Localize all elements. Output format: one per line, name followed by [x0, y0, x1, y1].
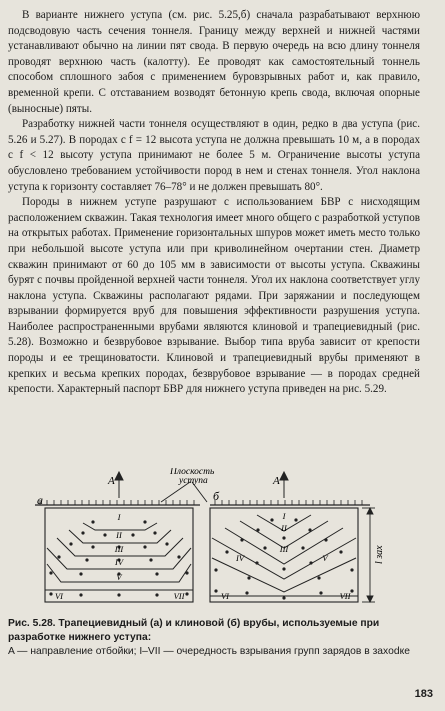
numeral-a-3: III [114, 544, 124, 554]
paragraph-1: В варианте нижнего уступа (см. рис. 5.25,б) сначала разрабатывают верхнюю подсводовую часть сечения тоннеля. Границу между верхней и нижней частями устанавливают обычно на линии пят свода. В первую очередь на всю длину тоннеля проводят верхнюю часть (калотту). Ее проводят как самостоятельный тоннель способом сплошного забоя с применением буровзрывных работ и, как правило, временной крепи. С отставанием возводят бетонную крепь свода, включая опорные (выносные) пяты. [8, 9, 420, 115]
paragraph-3: Породы в нижнем уступе разрушают с использованием БВР с нисходящим расположением скважин. Такая технология имеет много общего с разработкой уступов на открытых работах. Применение горизонтальных шпуров может иметь место только при небольшой высоте уступа или при криволинейном очертании стен. Диаметр скважин принимают от 60 до 105 мм в зависимости от высоты уступа. Скважины бурят с почвы пройденной верхней части тоннеля. Угол их наклона соответствует углу наклона уступа. Скважины располагают рядами. При заряжании и последующем взрывании формируется вруб для повышения эффективности разрушения уступа. Наиболее распространенными врубами являются клиновой и трапециевидный (рис. 5.28). Возможно и безврубовое взрывание. Выбор типа вруба зависит от крепости породы и ее трещиноватости. Клиновой и трапециевидный врубы применяют в крепких и весьма крепких породах, безврубовое взрывание — в породах средней крепости. Характерный паспорт БВР для нижнего уступа приведен на рис. 5.29. [8, 196, 420, 396]
numeral-b-1: I [282, 511, 286, 521]
block-a-outline [45, 508, 193, 602]
numeral-a-6: VI [54, 591, 64, 601]
figure-caption [8, 617, 436, 658]
cut-diagram [35, 468, 405, 608]
caption-legend: A — направление отбойки; I–VII — очередность взрывания групп зарядов в захodке [8, 645, 410, 657]
numeral-a-1: I [117, 512, 121, 522]
label-b: б [213, 489, 220, 503]
numeral-b-2: II [281, 523, 287, 533]
numeral-b-7: VII [339, 591, 351, 601]
page-number: 183 [414, 688, 433, 700]
label-a: а [37, 493, 43, 507]
numeral-a-5: V [116, 572, 122, 582]
numeral-b-5: V [322, 553, 328, 563]
numeral-a-7: VII [173, 591, 185, 601]
numeral-b-3: III [279, 544, 289, 554]
numeral-b-6: VI [220, 591, 230, 601]
dimension-label: l зах [374, 545, 385, 564]
arrow-label-left: A [108, 475, 115, 487]
figure-5-28 [35, 468, 405, 608]
plane-label-line1: Плоскость [170, 468, 215, 477]
numeral-a-2: II [116, 530, 122, 540]
caption-title: Рис. 5.28. Трапециевидный (а) и клиновой (б) врубы, используемые при разработке нижнего уступа: [8, 618, 380, 643]
paragraph-2: Разработку нижней части тоннеля осуществляют в один, редко в два уступа (рис. 5.26 и 5.27). В породах с f = 12 высота уступа не должна превышать 10 м, а в породах с f < 12 высоту уступа принимают не более 5 м. Ограничение высоты уступа обусловлено требованием устойчивости пород в нем и стенах тоннеля. Угол наклона уступа к горизонту составляет 76–78° и не должен превышать 80°. [8, 118, 420, 193]
arrow-label-right: A [273, 475, 280, 487]
numeral-b-4: IV [235, 553, 245, 563]
numeral-a-4: IV [114, 557, 124, 567]
body-text [8, 8, 420, 398]
plane-label-line2: уступа [179, 476, 208, 486]
